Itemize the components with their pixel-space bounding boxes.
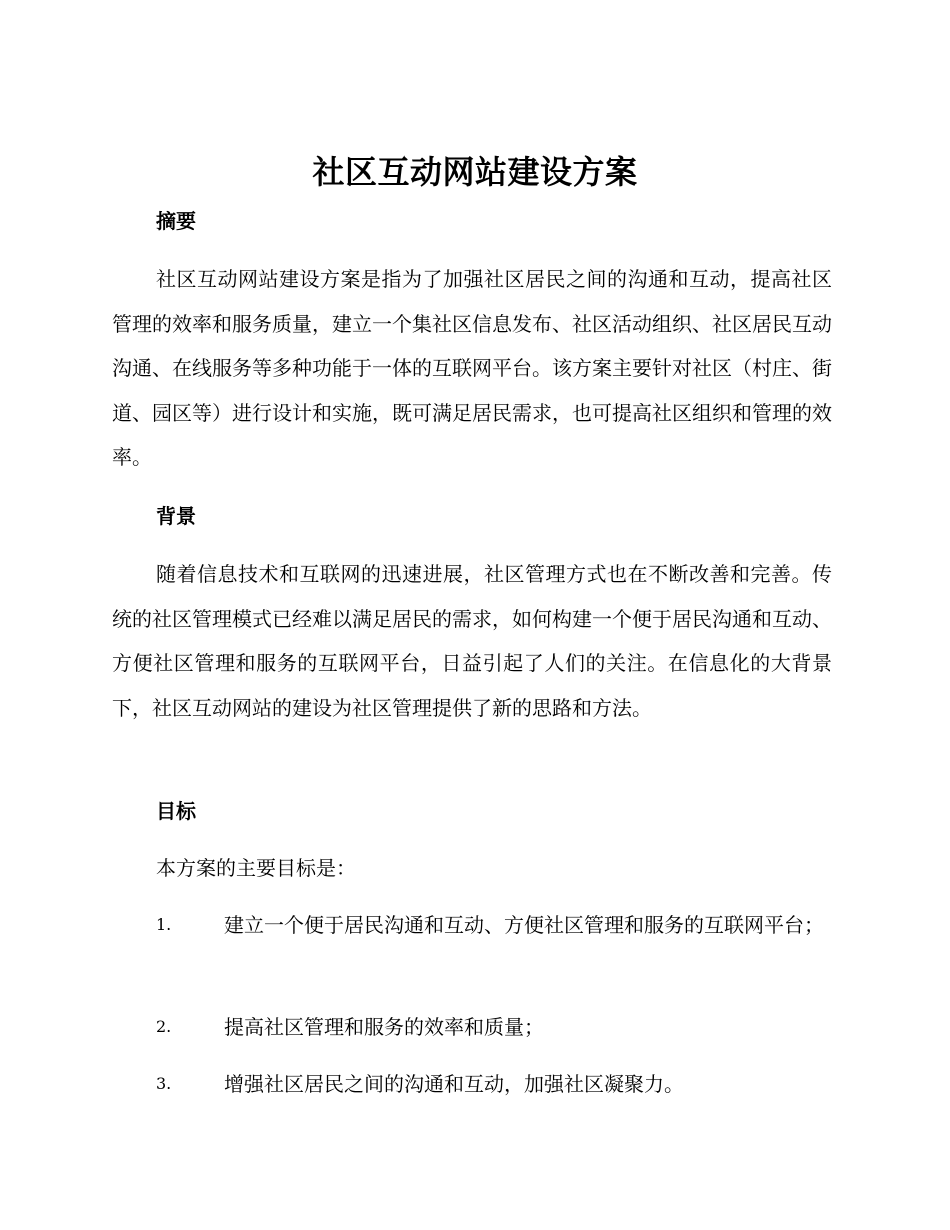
section-heading-goals: 目标 (156, 799, 196, 823)
list-item-text: 建立一个便于居民沟通和互动、方便社区管理和服务的互联网平台； (224, 913, 824, 937)
section-heading-abstract: 摘要 (156, 209, 196, 233)
list-number: 2. (156, 1017, 172, 1036)
list-item-text: 提高社区管理和服务的效率和质量； (224, 1015, 544, 1039)
background-paragraph: 随着信息技术和互联网的迅速进展，社区管理方式也在不断改善和完善。传统的社区管理模式已经难以满足居民的需求，如何构建一个便于居民沟通和互动、方便社区管理和服务的互联网平台，日益引起了人们的关注。在信息化的大背景下，社区互动网站的建设为社区管理提供了新的思路和方法。 (112, 562, 832, 720)
list-number: 1. (156, 915, 172, 934)
list-number: 3. (156, 1074, 172, 1093)
goal-list-item (112, 903, 832, 948)
abstract-paragraph: 社区互动网站建设方案是指为了加强社区居民之间的沟通和互动，提高社区管理的效率和服务质量，建立一个集社区信息发布、社区活动组织、社区居民互动沟通、在线服务等多种功能于一体的互联网平台。该方案主要针对社区（村庄、街道、园区等）进行设计和实施，既可满足居民需求，也可提高社区组织和管理的效率。 (112, 267, 832, 469)
goal-list-item (112, 1062, 832, 1107)
list-item-text: 增强社区居民之间的沟通和互动，加强社区凝聚力。 (224, 1072, 684, 1096)
document-title: 社区互动网站建设方案 (312, 153, 638, 191)
goal-list-item (112, 1005, 832, 1050)
section-heading-background: 背景 (156, 504, 196, 528)
goals-intro: 本方案的主要目标是： (156, 856, 356, 880)
